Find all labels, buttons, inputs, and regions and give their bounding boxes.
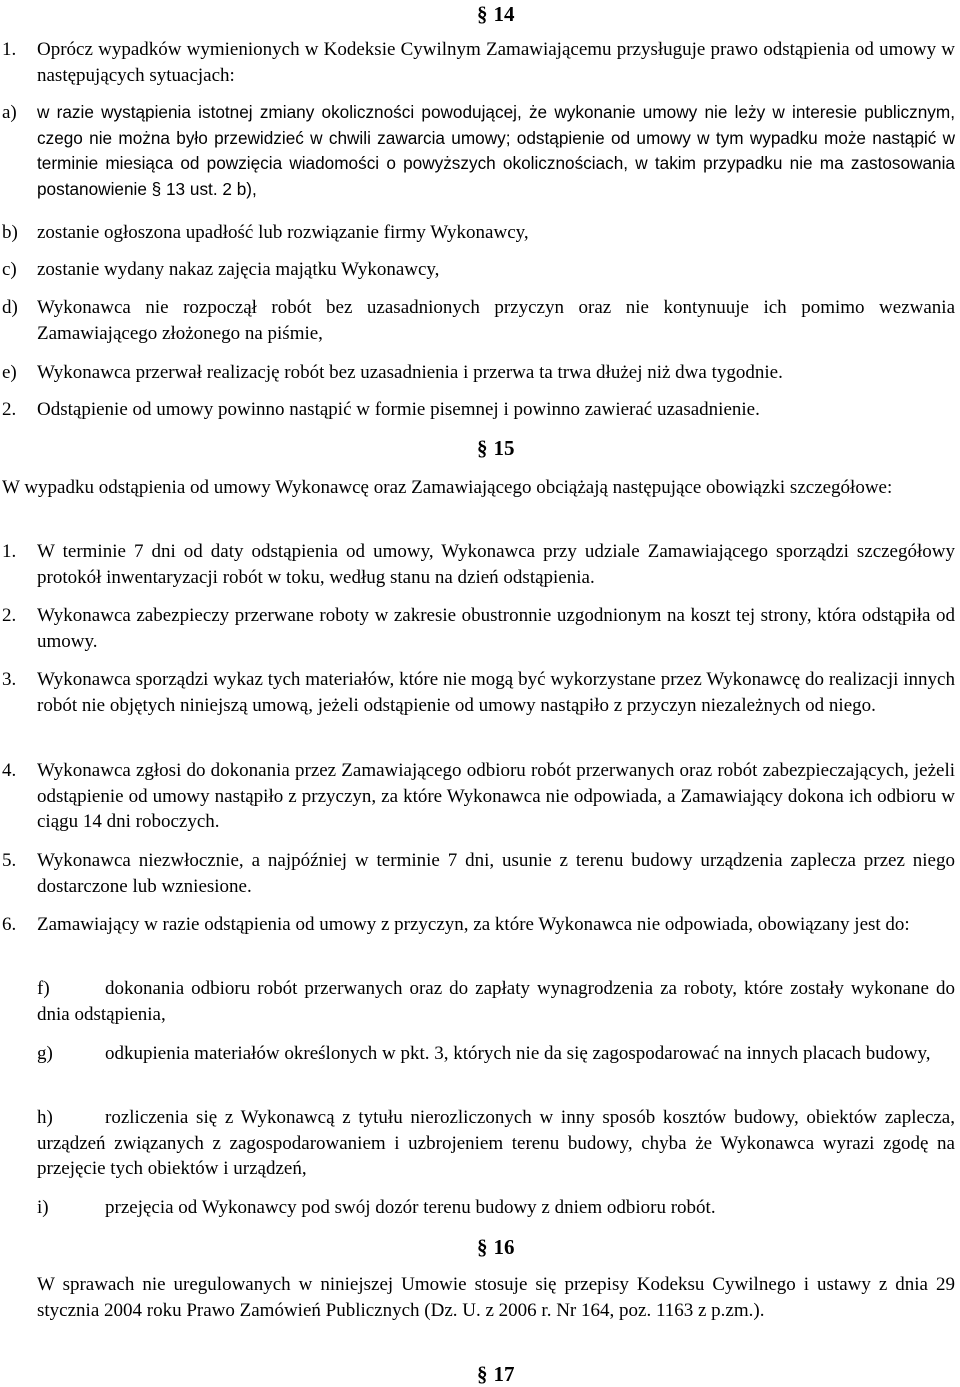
section-mark: § xyxy=(477,436,488,460)
item-label: b) xyxy=(2,222,18,243)
section-mark: § xyxy=(477,1362,488,1386)
item-number: 2. xyxy=(2,605,17,626)
item-label: i) xyxy=(37,1197,49,1218)
section-heading-15 xyxy=(477,436,515,460)
item-number: 4. xyxy=(2,760,17,781)
item-text: odkupienia materiałów określonych w pkt. 3, których nie da się zagospodarować na innych placach budowy, xyxy=(105,1043,931,1064)
item-number: 1. xyxy=(2,39,17,60)
item-number: 2. xyxy=(2,399,17,420)
item-number: 3. xyxy=(2,669,17,690)
item-text: Wykonawca zgłosi do dokonania przez Zamawiającego odbioru robót przerwanych oraz robót zabezpieczających, jeżeli odstąpienie od umowy nastąpiło z przyczyn, za które Wykonawca nie odpowiada, a Zamawiający dokona ich odbioru w ciągu 14 dni roboczych. xyxy=(37,760,955,833)
section-mark: § xyxy=(477,2,488,26)
item-text: Wykonawca niezwłocznie, a najpóźniej w terminie 7 dni, usunie z terenu budowy urządzenia zaplecza przez niego dostarczone lub wzniesione. xyxy=(37,850,955,897)
section-number: 15 xyxy=(493,436,515,460)
section-heading-17 xyxy=(477,1362,515,1386)
item-text: Wykonawca nie rozpoczął robót bez uzasadnionych przyczyn oraz nie kontynuuje ich pomimo wezwania Zamawiającego złożonego na piśmie, xyxy=(37,297,955,344)
item-label: f) xyxy=(37,978,50,999)
item-text: Zamawiający w razie odstąpienia od umowy z przyczyn, za które Wykonawca nie odpowiada, obowiązany jest do: xyxy=(37,914,910,935)
section-number: 14 xyxy=(493,2,515,26)
section-number: 17 xyxy=(493,1362,515,1386)
item-text: Wykonawca zabezpieczy przerwane roboty w zakresie obustronnie uzgodnionym na koszt tej strony, która odstąpiła od umowy. xyxy=(37,605,955,652)
item-text: zostanie wydany nakaz zajęcia majątku Wykonawcy, xyxy=(37,259,440,280)
section-heading-14 xyxy=(477,2,515,26)
item-text: zostanie ogłoszona upadłość lub rozwiązanie firmy Wykonawcy, xyxy=(37,222,529,243)
item-text: Odstąpienie od umowy powinno nastąpić w formie pisemnej i powinno zawierać uzasadnienie. xyxy=(37,399,760,420)
item-number: 6. xyxy=(2,914,17,935)
item-label: e) xyxy=(2,362,17,383)
item-label: c) xyxy=(2,259,17,280)
item-text: W terminie 7 dni od daty odstąpienia od umowy, Wykonawca przy udziale Zamawiającego sporządzi szczegółowy protokół inwentaryzacji robót w toku, według stanu na dzień odstąpienia. xyxy=(37,541,955,588)
item-text: przejęcia od Wykonawcy pod swój dozór terenu budowy z dniem odbioru robót. xyxy=(105,1197,716,1218)
section-number: 16 xyxy=(493,1235,515,1259)
item-number: 5. xyxy=(2,850,17,871)
section-15-intro: W wypadku odstąpienia od umowy Wykonawcę oraz Zamawiającego obciążają następujące obowiązki szczegółowe: xyxy=(2,477,893,498)
item-label: h) xyxy=(37,1107,53,1128)
section-mark: § xyxy=(477,1235,488,1259)
item-text: rozliczenia się z Wykonawcą z tytułu nierozliczonych w inny sposób kosztów budowy, obiektów zaplecza, urządzeń związanych z zagospodarowaniem i uzbrojeniem terenu budowy, chyba że Wykonawca wyrazi zgodę na przejęcie tych obiektów i urządzeń, xyxy=(37,1107,955,1180)
section-16-text: W sprawach nie uregulowanych w niniejszej Umowie stosuje się przepisy Kodeksu Cywilnego i ustawy z dnia 29 stycznia 2004 roku Prawo Zamówień Publicznych (Dz. U. z 2006 r. Nr 164, poz. 1163 z p.zm.). xyxy=(37,1274,955,1321)
item-label: d) xyxy=(2,297,18,318)
item-text: Wykonawca sporządzi wykaz tych materiałów, które nie mogą być wykorzystane przez Wykonawcę do realizacji innych robót nie objętych niniejszą umową, jeżeli odstąpienie od umowy nastąpiło z przyczyn niezależnych od niego. xyxy=(37,669,955,716)
item-text: Oprócz wypadków wymienionych w Kodeksie Cywilnym Zamawiającemu przysługuje prawo odstąpienia od umowy w następujących sytuacjach: xyxy=(37,39,955,86)
item-label: g) xyxy=(37,1043,53,1064)
section-heading-16 xyxy=(477,1235,515,1259)
item-number: 1. xyxy=(2,541,17,562)
item-text: dokonania odbioru robót przerwanych oraz do zapłaty wynagrodzenia za roboty, które zostały wykonane do dnia odstąpienia, xyxy=(37,978,955,1025)
item-text: Wykonawca przerwał realizację robót bez uzasadnienia i przerwa ta trwa dłużej niż dwa tygodnie. xyxy=(37,362,783,383)
item-label: a) xyxy=(2,102,17,123)
item-text: w razie wystąpienia istotnej zmiany okoliczności powodującej, że wykonanie umowy nie leży w interesie publicznym, czego nie można było przewidzieć w chwili zawarcia umowy; odstąpienie od umowy w tym wypadku może nastąpić w terminie miesiąca od powzięcia wiadomości o powyższych okolicznościach, w takim przypadku nie ma zastosowania postanowienie § 13 ust. 2 b), xyxy=(37,102,955,200)
